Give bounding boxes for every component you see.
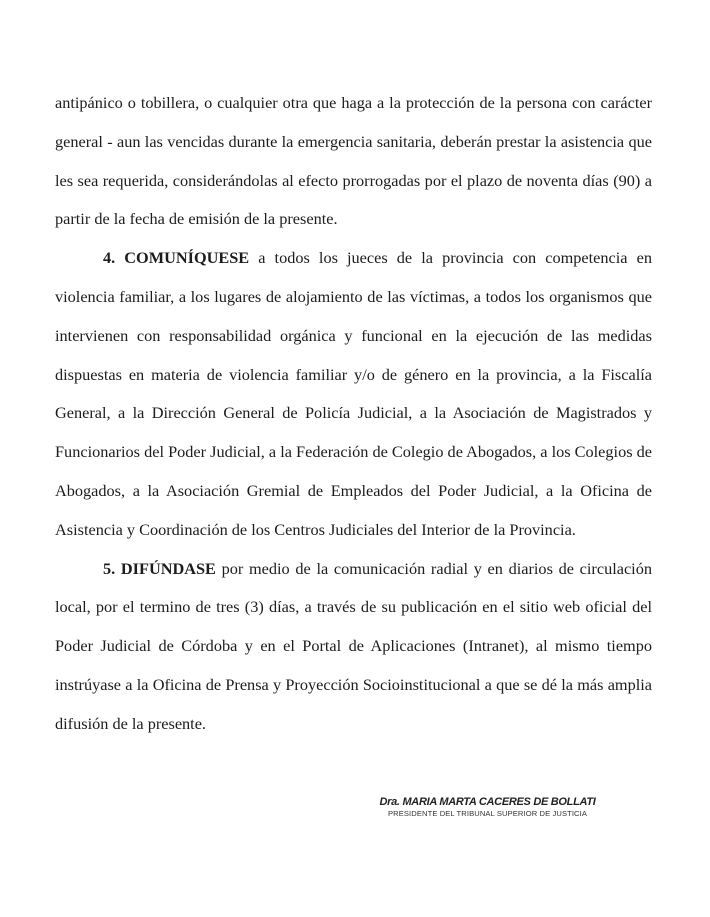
paragraph-item-5 [55, 550, 652, 744]
paragraph-item-4 [55, 239, 652, 549]
paragraph-continuation-text: antipánico o tobillera, o cualquier otra que haga a la protección de la persona con carácter general - aun las vencidas durante la emergencia sanitaria, deberán prestar la asistencia que les sea requerida, considerándolas al efecto prorrogadas por el plazo de noventa días (90) a partir de la fecha de emisión de la presente. [55, 93, 652, 229]
signature-block [370, 796, 605, 819]
item-5-text: por medio de la comunicación radial y en diarios de circulación local, por el termino de tres (3) días, a través de su publicación en el sitio web oficial del Poder Judicial de Córdoba y en el Portal de Aplicaciones (Intranet), al mismo tiempo instrúyase a la Oficina de Prensa y Proyección Socioinstitucional a que se dé la más amplia difusión de la presente. [55, 558, 652, 733]
document-body [55, 84, 652, 744]
item-4-heading: 4. COMUNÍQUESE [103, 248, 250, 268]
signature-name: Dra. MARIA MARTA CACERES DE BOLLATI [379, 796, 596, 808]
item-5-heading: 5. DIFÚNDASE [103, 558, 216, 578]
paragraph-continuation [55, 84, 652, 239]
item-4-text: a todos los jueces de la provincia con competencia en violencia familiar, a los lugares de alojamiento de las víctimas, a todos los organismos que intervienen con responsabilidad orgánica y funcional en la ejecución de las medidas dispuestas en materia de violencia familiar y/o de género en la provincia, a la Fiscalía General, a la Dirección General de Policía Judicial, a la Asociación de Magistrados y Funcionarios del Poder Judicial, a la Federación de Colegio de Abogados, a los Colegios de Abogados, a la Asociación Gremial de Empleados del Poder Judicial, a la Oficina de Asistencia y Coordinación de los Centros Judiciales del Interior de la Provincia. [55, 248, 652, 539]
signature-title: PRESIDENTE DEL TRIBUNAL SUPERIOR DE JUSTICIA [387, 809, 588, 818]
